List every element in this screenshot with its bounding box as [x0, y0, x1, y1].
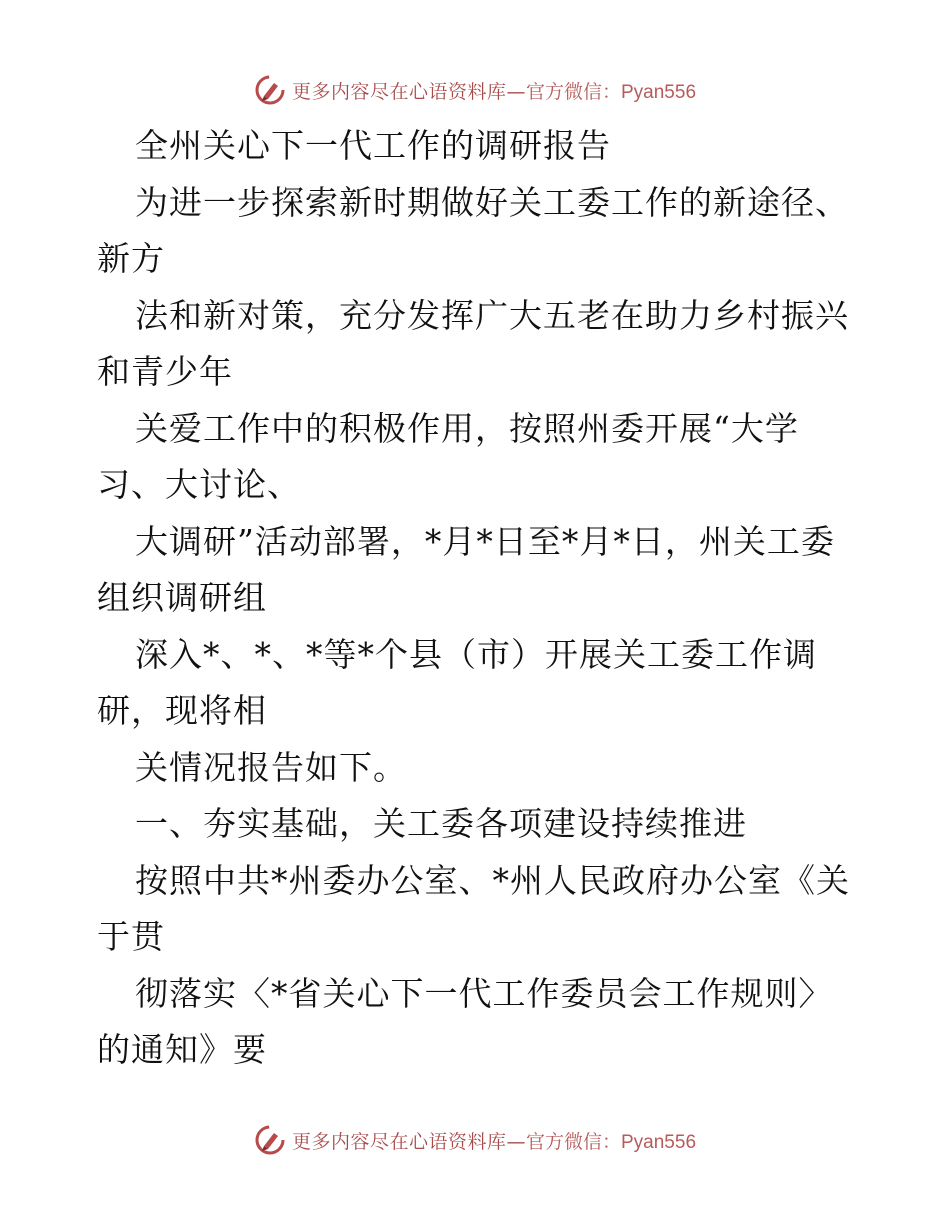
doc-line: 组织调研组 — [97, 578, 267, 617]
doc-line: 按照中共*州委办公室、*州人民政府办公室《关 — [135, 860, 850, 900]
doc-line: 深入*、*、*等*个县（市）开展关工委工作调 — [135, 634, 817, 674]
doc-line: 为进一步探索新时期做好关工委工作的新途径、 — [135, 182, 849, 222]
pen-nib-logo-icon — [254, 1124, 286, 1156]
doc-line: 的通知》要 — [97, 1030, 267, 1069]
doc-line: 新方 — [97, 239, 165, 278]
section-heading: 一、夯实基础，关工委各项建设持续推进 — [135, 804, 747, 843]
doc-line: 关情况报告如下。 — [135, 747, 407, 787]
watermark-text: 更多内容尽在心语资料库— — [291, 1130, 526, 1153]
doc-line: 关爱工作中的积极作用，按照州委开展“大学 — [135, 408, 799, 448]
watermark-contact: 官方微信：Pyan556 — [526, 81, 697, 103]
pen-nib-logo-icon — [254, 74, 286, 106]
doc-line: 研，现将相 — [97, 691, 267, 730]
doc-line: 彻落实〈*省关心下一代工作委员会工作规则〉 — [135, 973, 833, 1013]
watermark-contact: 官方微信：Pyan556 — [526, 1131, 697, 1153]
doc-title: 全州关心下一代工作的调研报告 — [135, 126, 611, 165]
document-body — [97, 118, 857, 1079]
watermark-text: 更多内容尽在心语资料库— — [291, 80, 526, 103]
doc-line: 法和新对策，充分发挥广大五老在助力乡村振兴 — [135, 295, 849, 335]
doc-line: 于贯 — [97, 917, 165, 956]
doc-line: 和青少年 — [97, 352, 233, 391]
header-watermark — [0, 70, 950, 110]
footer-watermark — [0, 1120, 950, 1160]
doc-line: 大调研”活动部署，*月*日至*月*日，州关工委 — [135, 521, 835, 561]
doc-line: 习、大讨论、 — [97, 465, 301, 504]
